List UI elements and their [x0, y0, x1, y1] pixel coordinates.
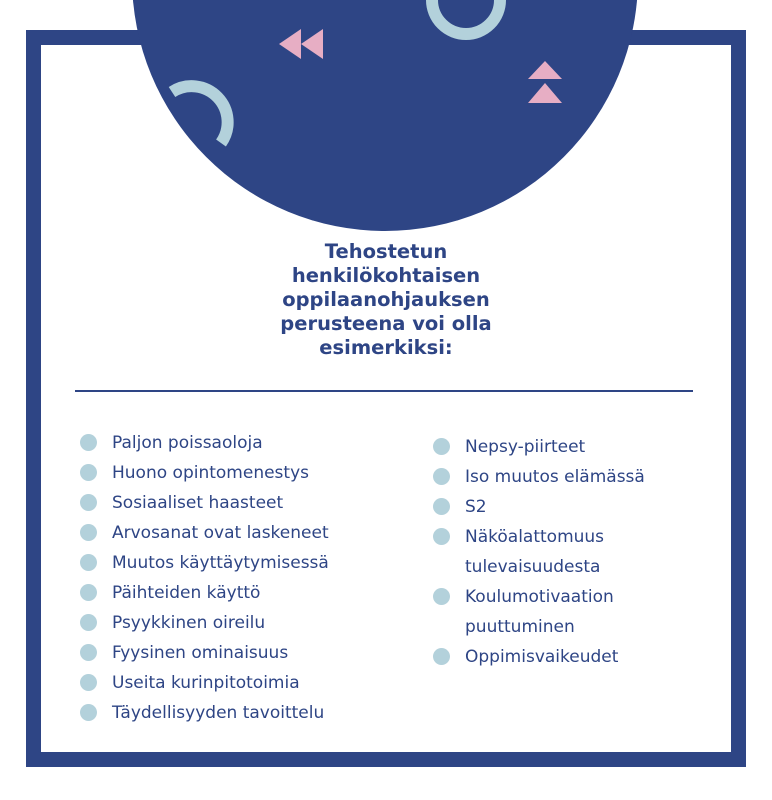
bullet-dot-icon	[80, 614, 97, 631]
bullet-dot-icon	[80, 554, 97, 571]
bullet-dot-icon	[80, 644, 97, 661]
list-item: Näköalattomuus tulevaisuudesta	[430, 522, 675, 582]
stacked-triangles-icon	[528, 61, 562, 79]
bullet-dot-icon	[433, 528, 450, 545]
list-item: Sosiaaliset haasteet	[77, 488, 329, 518]
list-item: Arvosanat ovat laskeneet	[77, 518, 329, 548]
list-item: Psyykkinen oireilu	[77, 608, 329, 638]
bullet-dot-icon	[80, 464, 97, 481]
bullet-dot-icon	[433, 588, 450, 605]
list-item: Päihteiden käyttö	[77, 578, 329, 608]
bullet-dot-icon	[80, 434, 97, 451]
list-left	[77, 428, 329, 728]
bullet-dot-icon	[433, 648, 450, 665]
list-item: Paljon poissaoloja	[77, 428, 329, 458]
list-item: Muutos käyttäytymisessä	[77, 548, 329, 578]
bullet-dot-icon	[433, 468, 450, 485]
bullet-dot-icon	[80, 524, 97, 541]
ring-arc-top-icon	[432, 0, 500, 34]
bullet-dot-icon	[433, 438, 450, 455]
bullet-dot-icon	[80, 674, 97, 691]
list-item: Täydellisyyden tavoittelu	[77, 698, 329, 728]
bullet-dot-icon	[80, 704, 97, 721]
list-right	[430, 432, 675, 672]
bullet-dot-icon	[80, 494, 97, 511]
list-item: Koulumotivaation puuttuminen	[430, 582, 675, 642]
list-item: Nepsy-piirteet	[430, 432, 675, 462]
bullet-dot-icon	[80, 584, 97, 601]
page-title: Tehostetun henkilökohtaisen oppilaanohjauksen perusteena voi olla esimerkiksi:	[280, 240, 492, 359]
ring-arc-left-icon	[172, 86, 228, 143]
list-item: Useita kurinpitotoimia	[77, 668, 329, 698]
list-item: Iso muutos elämässä	[430, 462, 675, 492]
bullet-dot-icon	[433, 498, 450, 515]
double-arrow-left-icon	[279, 29, 301, 59]
list-item: Oppimisvaikeudet	[430, 642, 675, 672]
list-item: S2	[430, 492, 675, 522]
list-item: Huono opintomenestys	[77, 458, 329, 488]
list-item: Fyysinen ominaisuus	[77, 638, 329, 668]
divider-line	[75, 390, 693, 392]
